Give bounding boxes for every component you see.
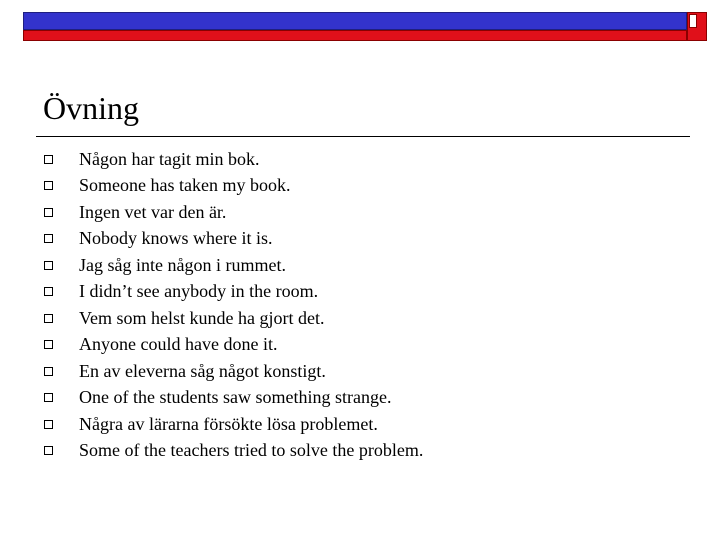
slide-title: Övning (43, 90, 139, 126)
square-bullet-icon (44, 314, 53, 323)
list-item (44, 146, 423, 173)
header-bar-red (23, 30, 687, 41)
square-bullet-icon (44, 446, 53, 455)
sentence-list (44, 146, 423, 464)
corner-decoration-notch (689, 14, 697, 28)
list-item-text: I didn’t see anybody in the room. (79, 281, 319, 302)
list-item-text: Jag såg inte någon i rummet. (79, 254, 286, 275)
square-bullet-icon (44, 181, 53, 190)
square-bullet-icon (44, 367, 53, 376)
header-bar-blue (23, 12, 687, 30)
list-item (44, 305, 423, 332)
list-item (44, 358, 423, 385)
list-item (44, 438, 423, 465)
square-bullet-icon (44, 155, 53, 164)
square-bullet-icon (44, 340, 53, 349)
list-item-text: Vem som helst kunde ha gjort det. (79, 307, 325, 328)
list-item (44, 226, 423, 253)
list-item (44, 173, 423, 200)
list-item-text: Anyone could have done it. (79, 334, 278, 355)
list-item (44, 411, 423, 438)
title-divider (36, 136, 690, 137)
list-item (44, 279, 423, 306)
list-item-text: En av eleverna såg något konstigt. (79, 360, 326, 381)
list-item (44, 332, 423, 359)
list-item-text: One of the students saw something strange. (79, 387, 392, 408)
square-bullet-icon (44, 208, 53, 217)
list-item-text: Someone has taken my book. (79, 175, 291, 196)
list-item (44, 252, 423, 279)
list-item (44, 199, 423, 226)
list-item-text: Nobody knows where it is. (79, 228, 273, 249)
square-bullet-icon (44, 287, 53, 296)
list-item-text: Some of the teachers tried to solve the problem. (79, 440, 424, 461)
list-item-text: Någon har tagit min bok. (79, 148, 260, 169)
list-item-text: Några av lärarna försökte lösa problemet. (79, 413, 378, 434)
list-item-text: Ingen vet var den är. (79, 201, 227, 222)
square-bullet-icon (44, 234, 53, 243)
square-bullet-icon (44, 261, 53, 270)
square-bullet-icon (44, 420, 53, 429)
square-bullet-icon (44, 393, 53, 402)
list-item (44, 385, 423, 412)
